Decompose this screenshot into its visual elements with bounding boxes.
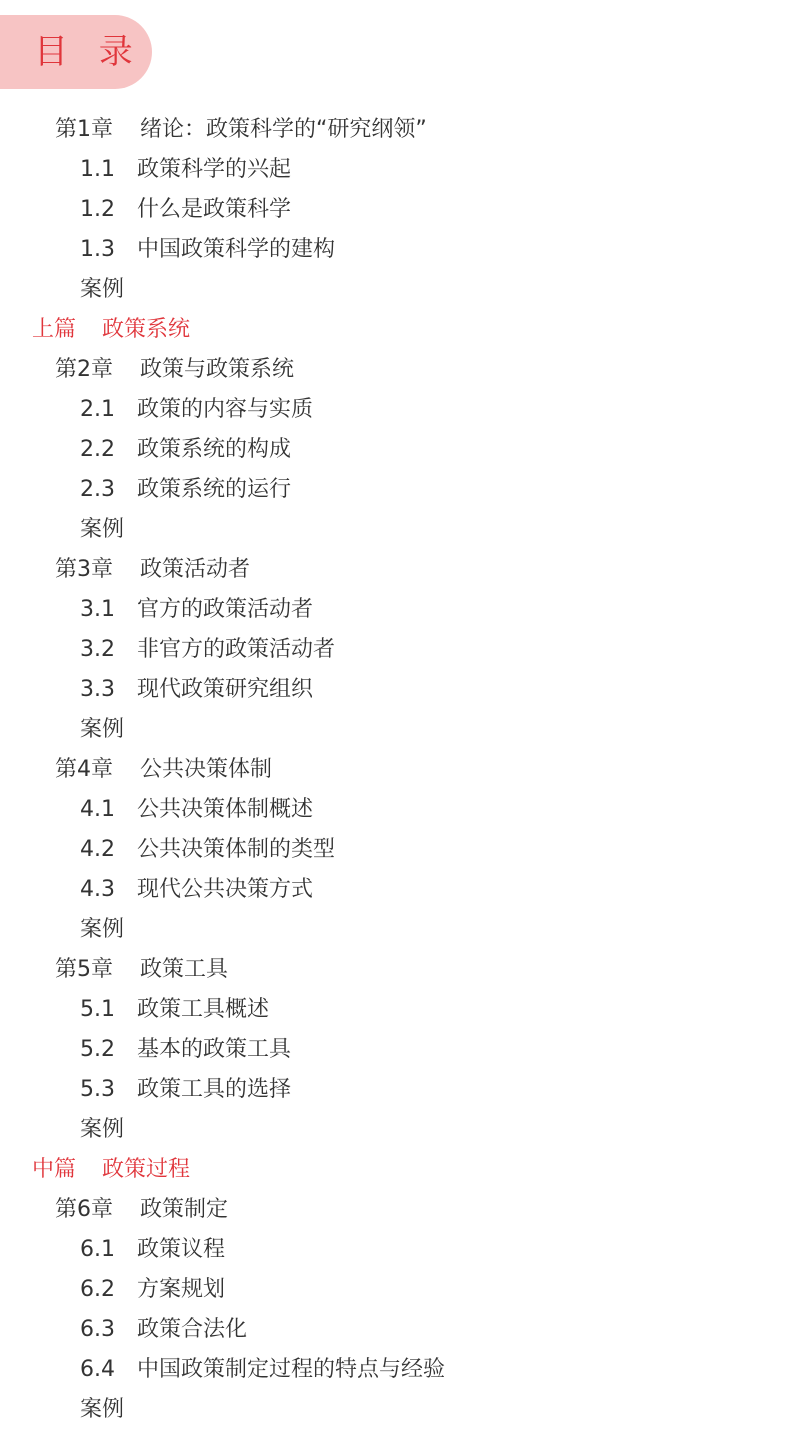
toc-part-entry[interactable] bbox=[0, 1150, 790, 1190]
toc-section-title: 现代政策研究组织 bbox=[137, 677, 314, 702]
toc-section-number: 2.1 bbox=[80, 397, 115, 422]
toc-case-title: 案例 bbox=[80, 917, 125, 942]
toc-section-number: 3.3 bbox=[80, 677, 115, 702]
toc-section-number: 1.1 bbox=[80, 157, 115, 182]
toc-part-number: 中篇 bbox=[32, 1157, 77, 1182]
toc-section-entry[interactable] bbox=[0, 1230, 790, 1270]
toc-chapter-title: 政策工具 bbox=[140, 957, 229, 982]
toc-chapter-entry[interactable] bbox=[0, 750, 790, 790]
toc-section-entry[interactable] bbox=[0, 150, 790, 190]
toc-section-title: 中国政策制定过程的特点与经验 bbox=[137, 1357, 446, 1382]
toc-chapter-number: 第1章 bbox=[55, 117, 113, 142]
toc-section-number: 4.3 bbox=[80, 877, 115, 902]
toc-case-entry[interactable] bbox=[0, 910, 790, 950]
toc-section-number: 1.3 bbox=[80, 237, 115, 262]
toc-section-number: 6.3 bbox=[80, 1317, 115, 1342]
toc-chapter-entry[interactable] bbox=[0, 110, 790, 150]
toc-section-entry[interactable] bbox=[0, 390, 790, 430]
toc-section-title: 什么是政策科学 bbox=[137, 197, 292, 222]
toc-section-entry[interactable] bbox=[0, 1310, 790, 1350]
toc-section-title: 政策的内容与实质 bbox=[137, 397, 314, 422]
toc-chapter-number: 第5章 bbox=[55, 957, 113, 982]
toc-section-number: 5.1 bbox=[80, 997, 115, 1022]
toc-section-number: 2.2 bbox=[80, 437, 115, 462]
toc-section-title: 政策合法化 bbox=[137, 1317, 248, 1342]
toc-chapter-entry[interactable] bbox=[0, 950, 790, 990]
toc-section-entry[interactable] bbox=[0, 990, 790, 1030]
toc-chapter-number: 第6章 bbox=[55, 1197, 113, 1222]
toc-section-entry[interactable] bbox=[0, 630, 790, 670]
toc-case-entry[interactable] bbox=[0, 270, 790, 310]
toc-section-number: 6.4 bbox=[80, 1357, 115, 1382]
toc-chapter-number: 第2章 bbox=[55, 357, 113, 382]
toc-section-entry[interactable] bbox=[0, 1030, 790, 1070]
toc-section-number: 6.2 bbox=[80, 1277, 115, 1302]
toc-section-number: 5.3 bbox=[80, 1077, 115, 1102]
toc-section-entry[interactable] bbox=[0, 1350, 790, 1390]
toc-case-entry[interactable] bbox=[0, 510, 790, 550]
toc-section-number: 4.1 bbox=[80, 797, 115, 822]
toc-part-number: 上篇 bbox=[32, 317, 77, 342]
toc-part-title: 政策过程 bbox=[102, 1157, 191, 1182]
toc-chapter-title: 公共决策体制 bbox=[140, 757, 273, 782]
toc-section-title: 中国政策科学的建构 bbox=[137, 237, 336, 262]
toc-section-entry[interactable] bbox=[0, 830, 790, 870]
toc-section-entry[interactable] bbox=[0, 470, 790, 510]
toc-section-entry[interactable] bbox=[0, 670, 790, 710]
toc-case-title: 案例 bbox=[80, 717, 125, 742]
toc-section-entry[interactable] bbox=[0, 790, 790, 830]
toc-section-title: 现代公共决策方式 bbox=[137, 877, 314, 902]
toc-section-entry[interactable] bbox=[0, 430, 790, 470]
toc-section-title: 政策系统的运行 bbox=[137, 477, 292, 502]
toc-section-title: 政策科学的兴起 bbox=[137, 157, 292, 182]
toc-section-entry[interactable] bbox=[0, 190, 790, 230]
toc-case-entry[interactable] bbox=[0, 710, 790, 750]
toc-section-entry[interactable] bbox=[0, 870, 790, 910]
toc-section-number: 5.2 bbox=[80, 1037, 115, 1062]
toc-section-entry[interactable] bbox=[0, 1070, 790, 1110]
toc-section-entry[interactable] bbox=[0, 230, 790, 270]
toc-section-entry[interactable] bbox=[0, 1270, 790, 1310]
toc-chapter-title: 政策活动者 bbox=[140, 557, 251, 582]
toc-section-number: 1.2 bbox=[80, 197, 115, 222]
toc-section-title: 非官方的政策活动者 bbox=[137, 637, 336, 662]
toc-section-entry[interactable] bbox=[0, 590, 790, 630]
toc-section-title: 政策议程 bbox=[137, 1237, 226, 1262]
toc-chapter-title: 绪论：政策科学的“研究纲领” bbox=[140, 117, 427, 142]
toc-section-number: 4.2 bbox=[80, 837, 115, 862]
toc-section-title: 政策系统的构成 bbox=[137, 437, 292, 462]
toc-section-number: 6.1 bbox=[80, 1237, 115, 1262]
toc-chapter-number: 第4章 bbox=[55, 757, 113, 782]
toc-section-title: 方案规划 bbox=[137, 1277, 226, 1302]
toc-case-title: 案例 bbox=[80, 277, 125, 302]
toc-section-title: 官方的政策活动者 bbox=[137, 597, 314, 622]
toc-case-title: 案例 bbox=[80, 1397, 125, 1422]
toc-chapter-title: 政策制定 bbox=[140, 1197, 229, 1222]
toc-part-entry[interactable] bbox=[0, 310, 790, 350]
page-title: 目 录 bbox=[34, 32, 143, 72]
toc-part-title: 政策系统 bbox=[102, 317, 191, 342]
toc-chapter-entry[interactable] bbox=[0, 550, 790, 590]
table-of-contents bbox=[0, 110, 790, 1430]
toc-section-number: 3.2 bbox=[80, 637, 115, 662]
toc-section-title: 公共决策体制的类型 bbox=[137, 837, 336, 862]
toc-chapter-entry[interactable] bbox=[0, 1190, 790, 1230]
toc-case-title: 案例 bbox=[80, 1117, 125, 1142]
toc-section-title: 政策工具的选择 bbox=[137, 1077, 292, 1102]
toc-case-entry[interactable] bbox=[0, 1110, 790, 1150]
toc-section-number: 2.3 bbox=[80, 477, 115, 502]
toc-section-title: 基本的政策工具 bbox=[137, 1037, 292, 1062]
toc-chapter-number: 第3章 bbox=[55, 557, 113, 582]
toc-case-title: 案例 bbox=[80, 517, 125, 542]
toc-chapter-title: 政策与政策系统 bbox=[140, 357, 295, 382]
toc-section-number: 3.1 bbox=[80, 597, 115, 622]
toc-case-entry[interactable] bbox=[0, 1390, 790, 1430]
toc-section-title: 公共决策体制概述 bbox=[137, 797, 314, 822]
toc-section-title: 政策工具概述 bbox=[137, 997, 270, 1022]
toc-chapter-entry[interactable] bbox=[0, 350, 790, 390]
